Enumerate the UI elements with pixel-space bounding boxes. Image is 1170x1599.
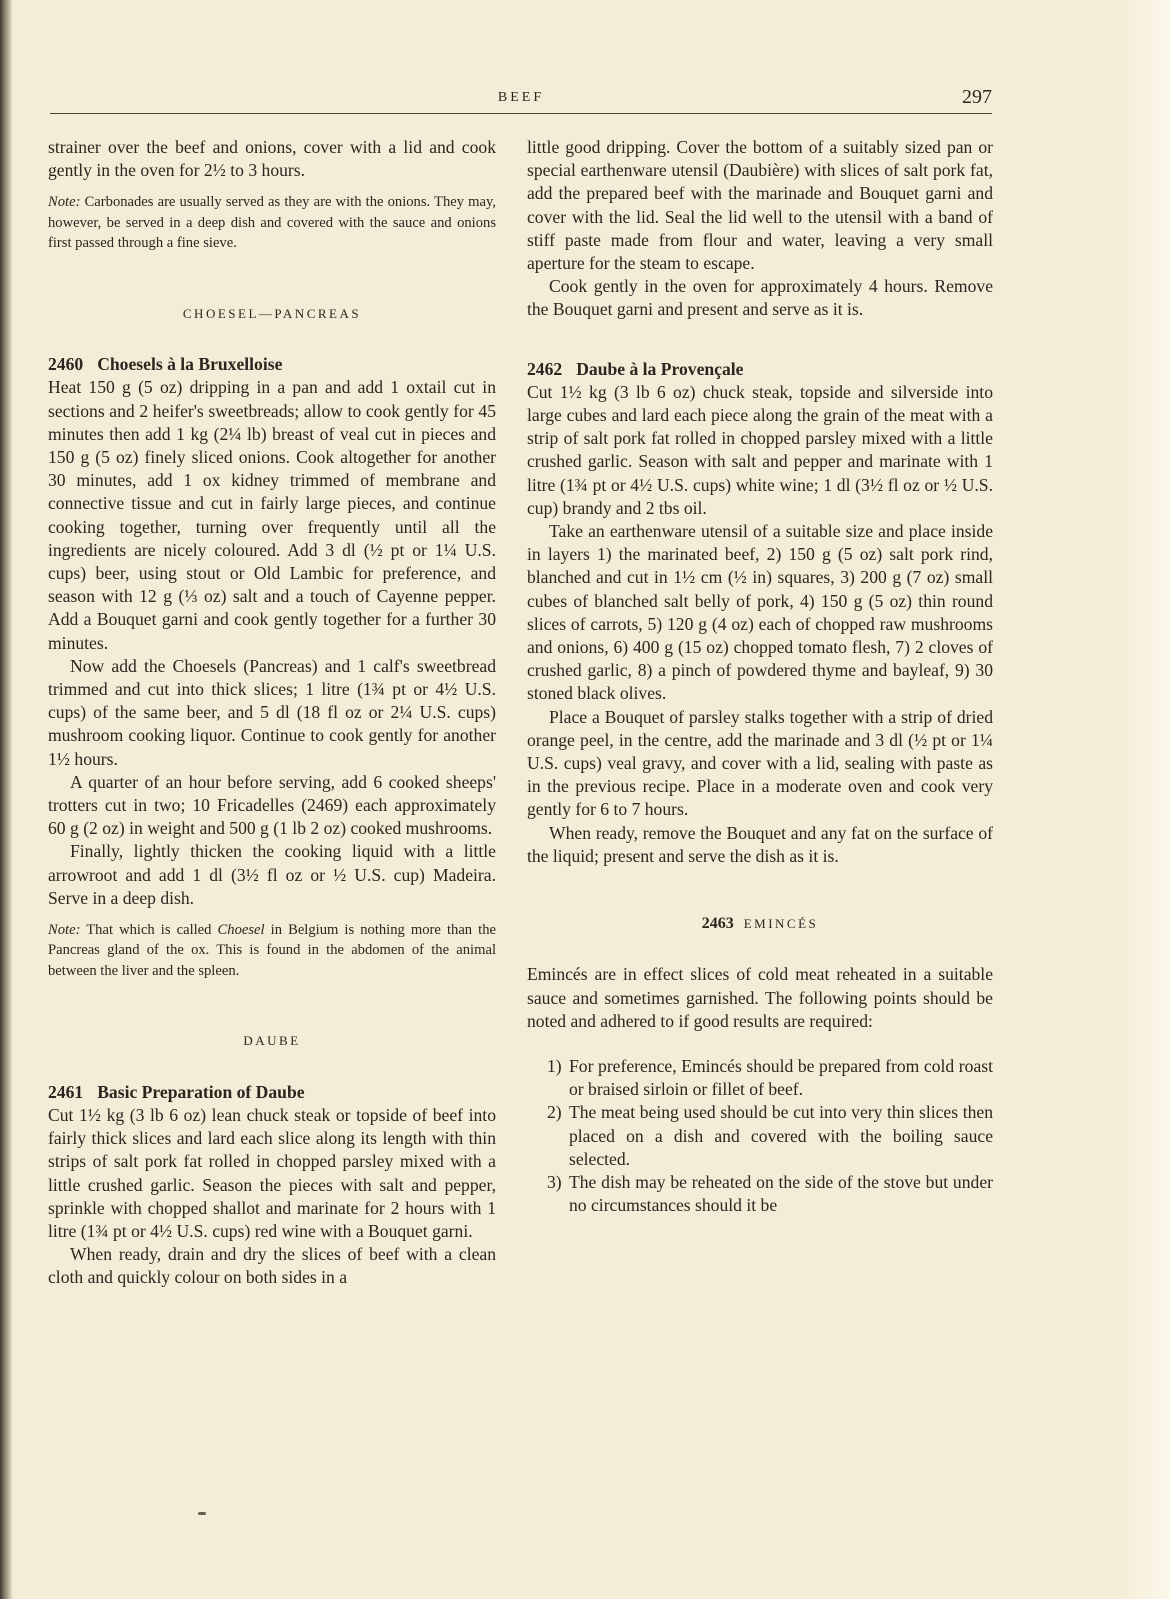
recipe-name: Choesels à la Bruxelloise [97, 354, 283, 375]
section-heading-eminces [527, 912, 993, 935]
continued-paragraph: strainer over the beef and onions, cover with a lid and cook gently in the oven for 2½ to 3 hours. [48, 137, 496, 181]
page-number: 297 [962, 86, 992, 108]
recipe-number: 2462 [527, 358, 563, 379]
recipe-number: 2460 [48, 354, 84, 375]
section-heading-choesel: CHOESEL—PANCREAS [182, 305, 362, 321]
note-label: Note: [48, 194, 81, 211]
left-column [48, 136, 496, 1290]
list-item [527, 1101, 993, 1171]
point-number: 2) [547, 1102, 562, 1123]
page-edge-highlight [1115, 0, 1170, 1599]
note-text: Carbonades are usually served as they are with the onions. They may, however, be served in a deep dish and covered with the sauce and onions first passed through a fine sieve. [48, 194, 496, 252]
recipe-paragraph: Cut 1½ kg (3 lb 6 oz) lean chuck steak or topside of beef into fairly thick slices and lard each slice along its length with thin strips of salt pork fat rolled in chopped parsley mixed with a little crushed garlic. Season the pieces with salt and pepper, sprinkle with chopped shallot and marinate for 2 hours with 1 litre (1¾ pt or 4½ U.S. cups) red wine with a Bouquet garni. [48, 1104, 496, 1241]
point-text: For preference, Emincés should be prepared from cold roast or braised sirloin or fillet of beef. [569, 1055, 993, 1100]
list-item [527, 1171, 993, 1217]
header-rule [50, 113, 992, 114]
point-text: The meat being used should be cut into very thin slices then placed on a dish and covered with the boiling sauce selected. [569, 1102, 993, 1169]
recipe-paragraph: Now add the Choesels (Pancreas) and 1 calf's sweetbread trimmed and cut into thick slices; 1 litre (1¾ pt or 4½ U.S. cups) of the same beer, and 5 dl (18 fl oz or 2¼ U.S. cups) mushroom cooking liquor. Continue to cook gently for another 1½ hours. [48, 655, 496, 769]
note-carbonades [48, 192, 496, 254]
recipe-paragraph: Place a Bouquet of parsley stalks together with a strip of dried orange peel, in the centre, add the marinade and 3 dl (½ pt or 1¼ U.S. cups) veal gravy, and cover with a lid, sealing with paste as in the previous recipe. Place in a moderate oven and cook very gently for 6 to 7 hours. [527, 706, 993, 820]
note-label: Note: [48, 921, 81, 938]
point-number: 1) [547, 1055, 562, 1076]
points-list [527, 1055, 993, 1217]
recipe-paragraph: When ready, drain and dry the slices of beef with a clean cloth and quickly colour on both sides in a [48, 1244, 496, 1288]
section-heading-daube: DAUBE [243, 1033, 301, 1049]
recipe-paragraph: Finally, lightly thicken the cooking liquid with a little arrowroot and add 1 dl (3½ fl oz or ½ U.S. cup) Madeira. Serve in a deep dish. [48, 841, 496, 908]
right-column [527, 136, 993, 1217]
recipe-number: 2463 [701, 915, 734, 933]
recipe-paragraph: A quarter of an hour before serving, add 6 cooked sheeps' trotters cut in two; 10 Fricadelles (2469) each approximately 60 g (2 oz) in weight and 500 g (1 lb 2 oz) cooked mushrooms. [48, 771, 496, 839]
recipe-paragraph: Take an earthenware utensil of a suitable size and place inside in layers 1) the marinated beef, 2) 150 g (5 oz) salt pork rind, blanched and cut in 1½ cm (½ in) squares, 3) 200 g (7 oz) small cubes of blanched salt belly of pork, 4) 150 g (5 oz) thin round slices of carrots, 5) 120 g (4 oz) each of chopped raw mushrooms and onions, 6) 400 g (15 oz) chopped tomato flesh, 7) 2 cloves of crushed garlic, 8) a pinch of powdered thyme and bayleaf, 9) 30 stoned black olives. [527, 521, 993, 704]
point-text: The dish may be reheated on the side of the stove but under no circumstances should it be [569, 1171, 993, 1216]
recipe-title-2462 [527, 358, 993, 381]
recipe-paragraph: When ready, remove the Bouquet and any fat on the surface of the liquid; present and serve the dish as it is. [527, 822, 993, 866]
note-text-post: in Belgium is nothing more than the Pancreas gland of the ox. This is found in the abdomen of the animal between the liver and the spleen. [48, 921, 496, 979]
recipe-title-2460 [48, 353, 496, 376]
recipe-paragraph: Emincés are in effect slices of cold meat reheated in a suitable sauce and sometimes garnished. The following points should be noted and adhered to if good results are required: [527, 964, 993, 1031]
running-head: BEEF [497, 90, 545, 105]
continued-paragraph: Cook gently in the oven for approximately 4 hours. Remove the Bouquet garni and present and serve as it is. [527, 276, 993, 320]
note-choesel [48, 920, 496, 982]
recipe-paragraph: Cut 1½ kg (3 lb 6 oz) chuck steak, topside and silverside into large cubes and lard each piece along the grain of the meat with a strip of salt pork fat rolled in chopped parsley mixed with a little crushed garlic. Season with salt and pepper and marinate with 1 litre (1¾ pt or 4½ U.S. cups) white wine; 1 dl (3½ fl oz or ½ U.S. cup) brandy and 2 tbs oil. [527, 381, 993, 518]
page-gutter-shadow [0, 0, 12, 1599]
note-emphasis: Choesel [217, 921, 265, 938]
note-text-pre: That which is called [80, 921, 218, 938]
point-number: 3) [547, 1171, 562, 1192]
list-item [527, 1055, 993, 1101]
continued-paragraph: little good dripping. Cover the bottom of a suitably sized pan or special earthenware utensil (Daubière) with slices of salt pork fat, add the prepared beef with the marinade and Bouquet garni and cover with the lid. Seal the lid well to the utensil with a band of stiff paste made from flour and water, leaving a very small aperture for the steam to escape. [527, 137, 993, 274]
recipe-name: EMINCÉS [743, 916, 819, 932]
recipe-name: Daube à la Provençale [576, 358, 744, 379]
recipe-title-2461 [48, 1081, 496, 1104]
recipe-paragraph: Heat 150 g (5 oz) dripping in a pan and add 1 oxtail cut in sections and 2 heifer's sweetbreads; allow to cook gently for 45 minutes then add 1 kg (2¼ lb) breast of veal cut in pieces and 150 g (5 oz) finely sliced onions. Cook altogether for another 30 minutes, add 1 ox kidney trimmed of membrane and connective tissue and cut in fairly large pieces, and continue cooking together, turning over frequently until all the ingredients are nicely coloured. Add 3 dl (½ pt or 1¼ U.S. cups) beer, using stout or Old Lambic for preference, and season with 12 g (⅓ oz) salt and a touch of Cayenne pepper. Add a Bouquet garni and cook gently together for a further 30 minutes. [48, 377, 496, 653]
ink-mark [198, 1512, 206, 1515]
recipe-name: Basic Preparation of Daube [97, 1081, 305, 1102]
recipe-number: 2461 [48, 1081, 84, 1102]
page-header [50, 86, 992, 114]
